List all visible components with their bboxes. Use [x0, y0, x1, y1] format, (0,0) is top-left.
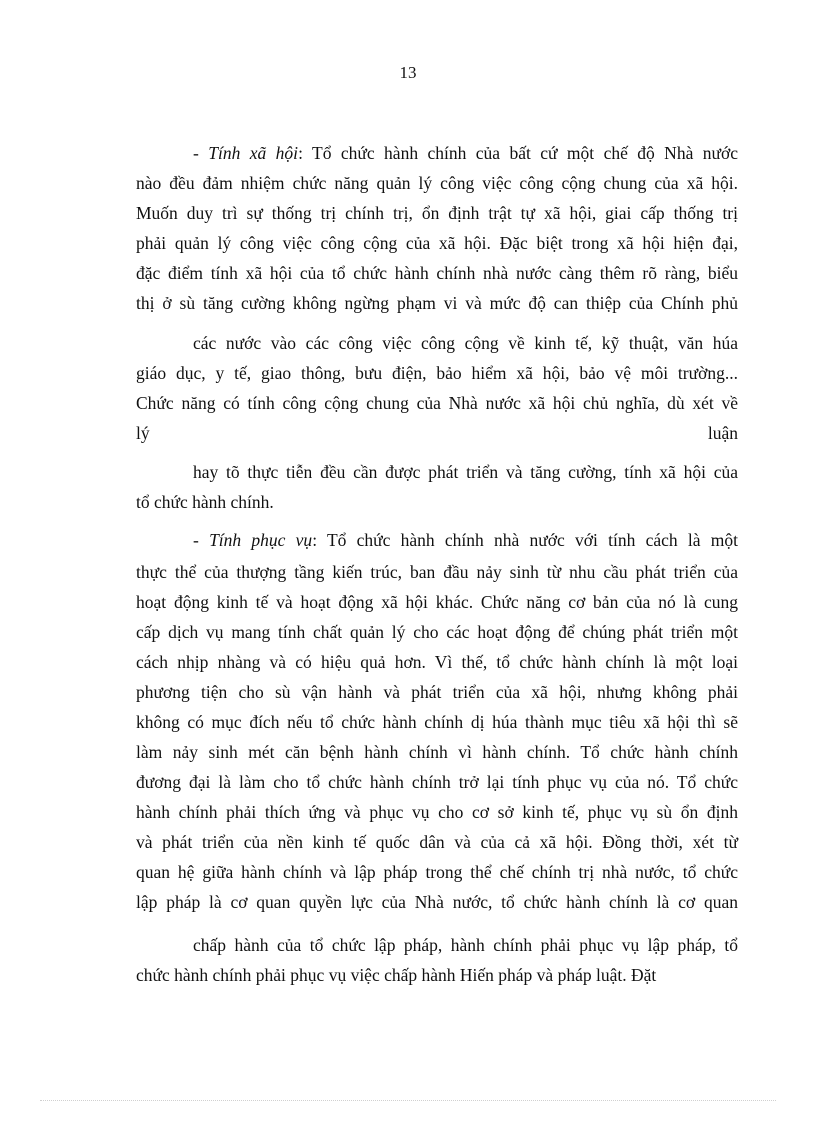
paragraph-line: hành chính phải thích ứng và phục vụ cho cơ sở kinh tế, phục vụ sù ổn định: [136, 802, 738, 822]
paragraph-line: phương tiện cho sù vận hành và phát triển của xã hội, nhưng không phải: [136, 682, 738, 702]
text-run: lý: [136, 423, 150, 443]
paragraph-line: cấp dịch vụ mang tính chất quản lý cho các hoạt động để chúng phát triển một: [136, 622, 738, 642]
paragraph-line: Muốn duy trì sự thống trị chính trị, ổn định trật tự xã hội, giai cấp thống trị: [136, 203, 738, 223]
paragraph-line: [193, 143, 738, 164]
text-run: luận: [707, 423, 738, 443]
paragraph-line: [193, 530, 738, 551]
paragraph-line: giáo dục, y tế, giao thông, bưu điện, bảo hiểm xã hội, bảo vệ môi trường...: [136, 363, 738, 383]
term-heading: Tính phục vụ: [209, 530, 313, 550]
paragraph-line: tổ chức hành chính.: [136, 492, 274, 512]
term-heading: Tính xã hội: [208, 143, 299, 163]
page-bottom-divider: [40, 1100, 776, 1101]
paragraph-line: thực thể của thượng tầng kiến trúc, ban đầu nảy sinh từ nhu cầu phát triển của: [136, 562, 738, 582]
paragraph-line: nào đều đảm nhiệm chức năng quản lý công việc công cộng chung của xã hội.: [136, 173, 738, 193]
paragraph-line: lập pháp là cơ quan quyền lực của Nhà nước, tổ chức hành chính là cơ quan: [136, 892, 738, 912]
page-number: 13: [399, 63, 417, 82]
text-run: : Tổ chức hành chính nhà nước với tính cách là một: [312, 530, 738, 550]
text-run: : Tổ chức hành chính của bất cứ một chế độ Nhà nước: [298, 143, 739, 163]
paragraph-line: đặc điểm tính xã hội của tổ chức hành chính nhà nước càng thêm rõ ràng, biểu: [136, 263, 738, 283]
paragraph-line: hay tõ thực tiễn đều cần được phát triển và tăng cường, tính xã hội của: [193, 462, 738, 482]
paragraph-line: các nước vào các công việc công cộng về kinh tế, kỹ thuật, văn húa: [193, 333, 738, 353]
list-dash: -: [193, 530, 210, 550]
paragraph-line: cách nhịp nhàng và có hiệu quả hơn. Vì thế, tổ chức hành chính là một loại: [136, 652, 738, 672]
paragraph-line: chấp hành của tổ chức lập pháp, hành chính phải phục vụ lập pháp, tổ: [193, 935, 738, 955]
paragraph-line: thị ở sù tăng cường không ngừng phạm vi và mức độ can thiệp của Chính phủ: [136, 293, 738, 313]
list-dash: -: [193, 143, 209, 163]
paragraph-line: phải quản lý công việc công cộng của xã hội. Đặc biệt trong xã hội hiện đại,: [136, 233, 738, 253]
paragraph-line: chức hành chính phải phục vụ việc chấp hành Hiến pháp và pháp luật. Đặt: [136, 965, 657, 985]
paragraph-line: Chức năng có tính công cộng chung của Nhà nước xã hội chủ nghĩa, dù xét về: [136, 393, 738, 413]
paragraph-line: không có mục đích nếu tổ chức hành chính dị húa thành mục tiêu xã hội thì sẽ: [136, 712, 738, 732]
paragraph-line: và phát triển của nền kinh tế quốc dân và của cả xã hội. Đồng thời, xét từ: [136, 832, 738, 852]
paragraph-line: hoạt động kinh tế và hoạt động xã hội khác. Chức năng cơ bản của nó là cung: [136, 592, 738, 612]
paragraph-line: [136, 423, 738, 444]
paragraph-line: đương đại là làm cho tổ chức hành chính trở lại tính phục vụ của nó. Tổ chức: [136, 772, 738, 792]
paragraph-line: quan hệ giữa hành chính và lập pháp trong thể chế chính trị nhà nước, tổ chức: [136, 862, 738, 882]
paragraph-line: làm nảy sinh mét căn bệnh hành chính vì hành chính. Tổ chức hành chính: [136, 742, 738, 762]
